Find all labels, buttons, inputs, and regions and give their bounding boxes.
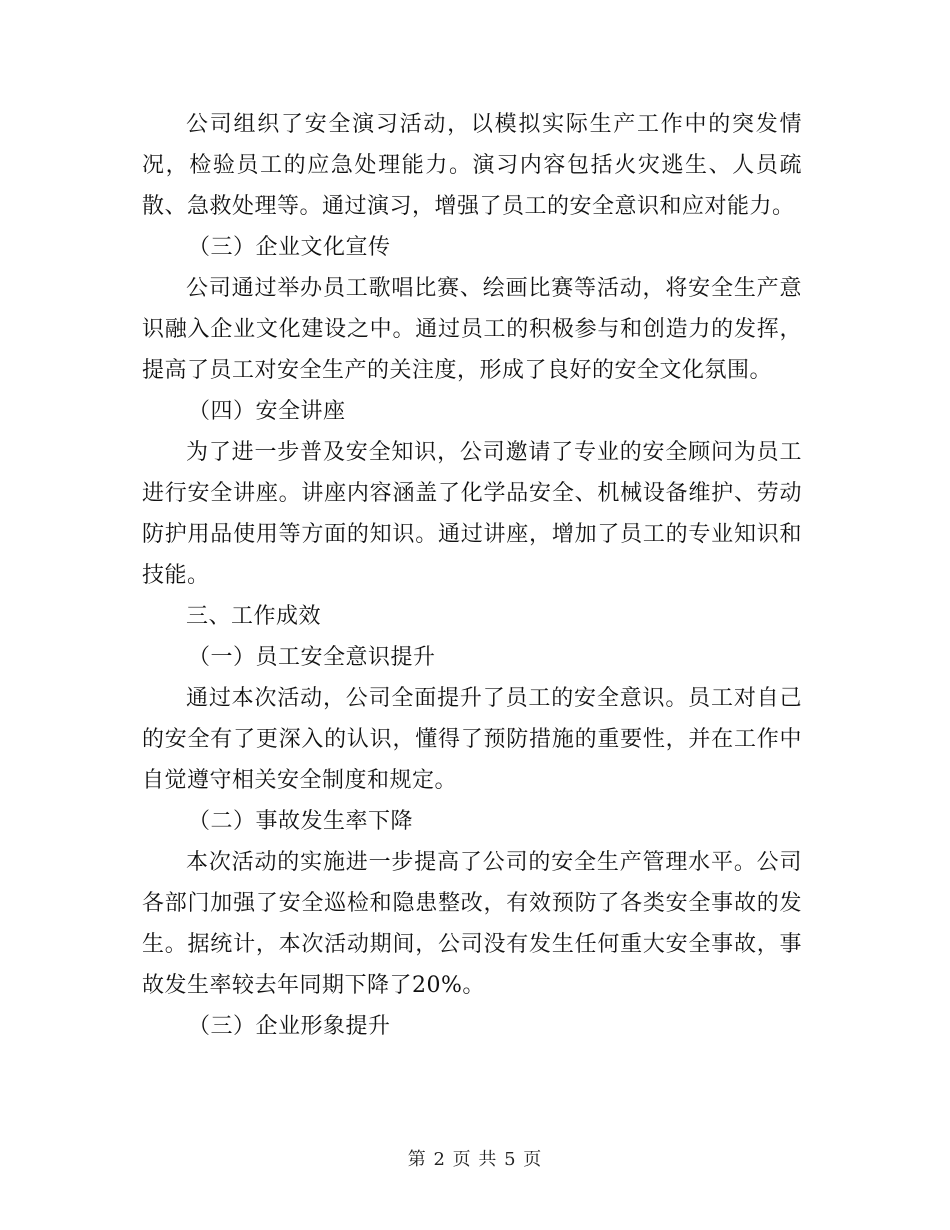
subheading: （三）企业形象提升 bbox=[188, 1014, 391, 1039]
page-number-footer: 第 2 页 共 5 页 bbox=[407, 1149, 543, 1170]
paragraph: 本次活动的实施进一步提高了公司的安全生产管理水平。公司各部门加强了安全巡检和隐患整改，有效预防了各类安全事故的发生。据统计，本次活动期间，公司没有发生任何重大安全事故，事故发生率较去年同期下降了20%。 bbox=[142, 850, 802, 998]
paragraph: 通过本次活动，公司全面提升了员工的安全意识。员工对自己的安全有了更深入的认识，懂得了预防措施的重要性，并在工作中自觉遵守相关安全制度和规定。 bbox=[142, 686, 802, 793]
paragraph: 为了进一步普及安全知识，公司邀请了专业的安全顾问为员工进行安全讲座。讲座内容涵盖了化学品安全、机械设备维护、劳动防护用品使用等方面的知识。通过讲座，增加了员工的专业知识和技能。 bbox=[142, 440, 802, 588]
subheading: （四）安全讲座 bbox=[188, 399, 346, 424]
subheading: （三）企业文化宣传 bbox=[188, 235, 391, 260]
paragraph: 公司组织了安全演习活动，以模拟实际生产工作中的突发情况，检验员工的应急处理能力。演习内容包括火灾逃生、人员疏散、急救处理等。通过演习，增强了员工的安全意识和应对能力。 bbox=[142, 112, 802, 219]
subheading: （一）员工安全意识提升 bbox=[188, 645, 436, 670]
paragraph: 公司通过举办员工歌唱比赛、绘画比赛等活动，将安全生产意识融入企业文化建设之中。通过员工的积极参与和创造力的发挥，提高了员工对安全生产的关注度，形成了良好的安全文化氛围。 bbox=[142, 276, 802, 383]
section-heading: 三、工作成效 bbox=[186, 604, 322, 629]
document-body bbox=[142, 104, 802, 1047]
subheading: （二）事故发生率下降 bbox=[188, 809, 414, 834]
